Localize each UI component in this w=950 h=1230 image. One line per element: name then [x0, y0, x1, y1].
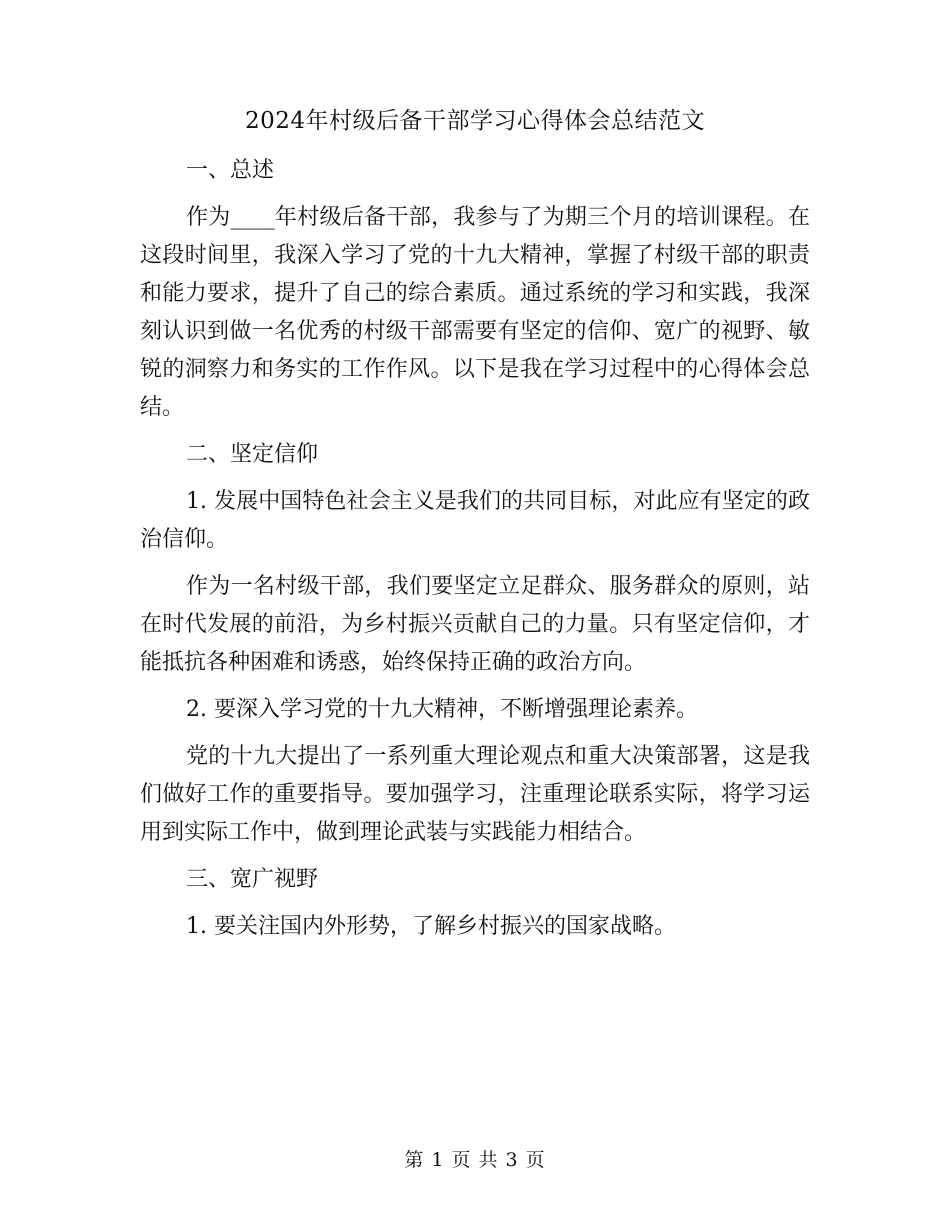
paragraph-vision-point-1: 1. 要关注国内外形势，了解乡村振兴的国家战略。: [186, 914, 676, 939]
section-heading-broad-vision: 三、宽广视野: [186, 867, 319, 892]
section-heading-firm-belief: 二、坚定信仰: [186, 442, 319, 467]
paragraph-belief-detail: 作为一名村级干部，我们要坚定立足群众、服务群众的原则，站在时代发展的前沿，为乡村振兴贡献自己的力量。只有坚定信仰，才能抵抗各种困难和诱惑，始终保持正确的政治方向。: [140, 574, 810, 675]
paragraph-overview: 作为____年村级后备干部，我参与了为期三个月的培训课程。在这段时间里，我深入学习了党的十九大精神，掌握了村级干部的职责和能力要求，提升了自己的综合素质。通过系统的学习和实践，我深刻认识到做一名优秀的村级干部需要有坚定的信仰、宽广的视野、敏锐的洞察力和务实的工作作风。以下是我在学习过程中的心得体会总结。: [140, 205, 810, 420]
paragraph-point-1: 1. 发展中国特色社会主义是我们的共同目标，对此应有坚定的政治信仰。: [140, 489, 810, 552]
document-body: [140, 152, 810, 955]
page-footer: 第 1 页 共 3 页: [404, 1149, 546, 1171]
paragraph-theory-detail: 党的十九大提出了一系列重大理论观点和重大决策部署，这是我们做好工作的重要指导。要加强学习，注重理论联系实际，将学习运用到实际工作中，做到理论武装与实践能力相结合。: [140, 744, 810, 845]
document-title: 2024年村级后备干部学习心得体会总结范文: [244, 108, 706, 134]
section-heading-overview: 一、总述: [186, 158, 275, 183]
paragraph-point-2: 2. 要深入学习党的十九大精神，不断增强理论素养。: [186, 697, 698, 722]
